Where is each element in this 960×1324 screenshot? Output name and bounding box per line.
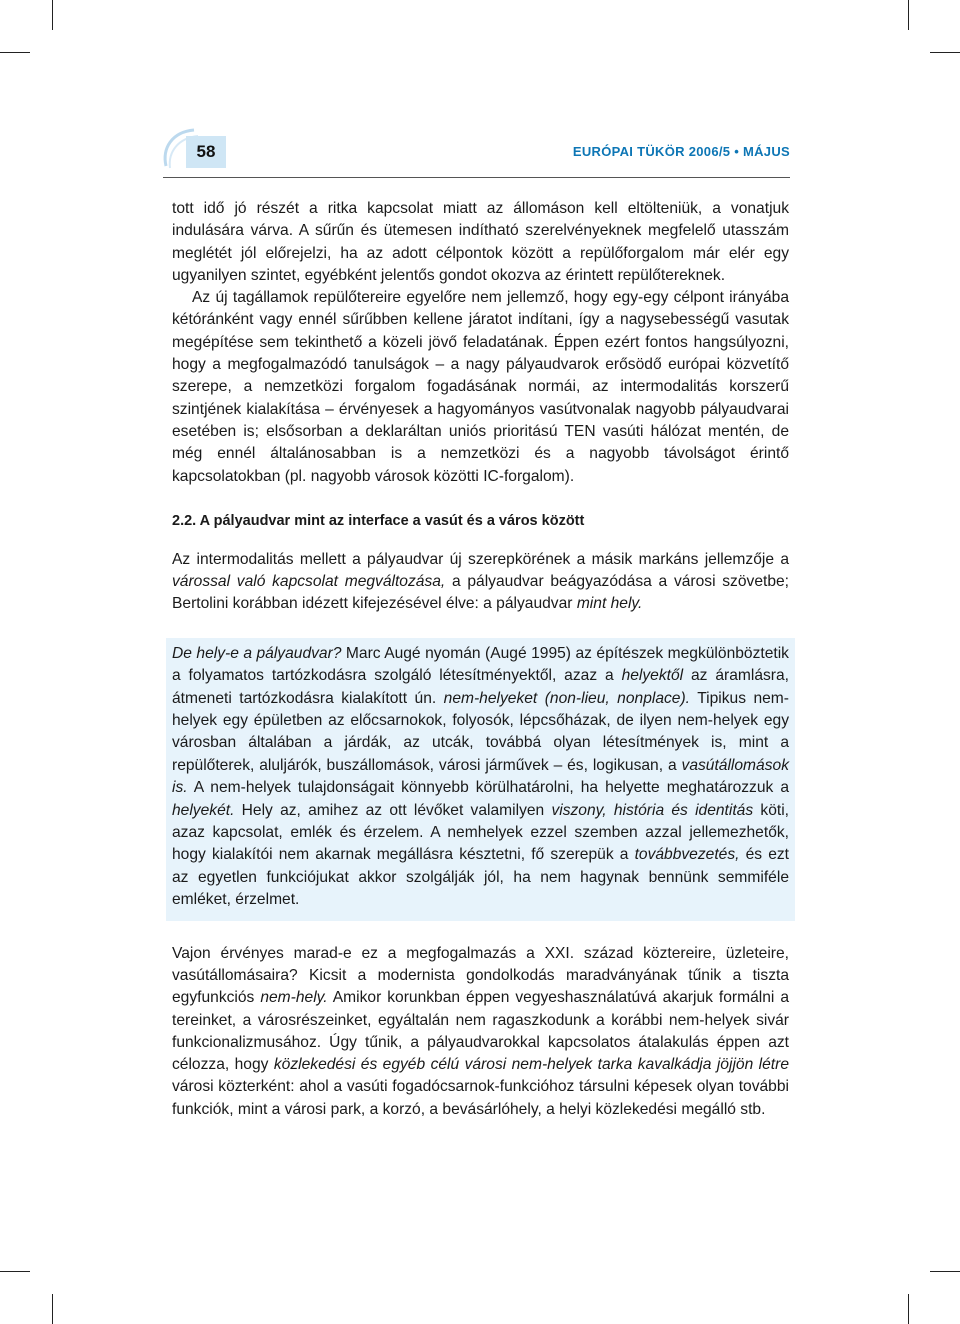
crop-mark (930, 52, 960, 53)
box-paragraph: De hely-e a pályaudvar? Marc Augé nyomán (Augé 1995) az építészek megkülönböztetik a folyamatos tartózkodásra szolgáló létesítményektől, azaz a helyektől az áramlásra, átmeneti tartózkodásra kialakított ún. nem-helyeket (non-lieu, nonplace). Tipikus nem-helyek egy épületben az előcsarnokok, folyosók, lépcsőházak, de ilyen nem-helyek egy városban általában a járdák, az utcák, továbbá olyan létesítmények is, mint a repülőterek, aluljárók, buszállomások, városi járművek – és, logikusan, a vasútállomások is. A nem-helyek tulajdonságait könnyebb körülhatárolni, ha helyette meghatározzuk a helyekét. Hely az, amihez az ott lévőket valamilyen viszony, história és identitás köti, azaz kapcsolat, emlék és érzelem. A nemhelyek ezzel szemben azzal jellemezhetők, hogy kialakítói nem akarnak megállásra késztetni, fő szerepük a továbbvezetés, és ezt az egyetlen funkciójukat akkor szolgálják jól, ha nem hagynak bennünk semmiféle emléket, érzelmet. (172, 644, 790, 909)
paragraph: Az új tagállamok repülőtereire egyelőre nem jellemző, hogy egy-egy célpont irányába kétóránként vagy ennél sűrűbben kellene járatot indítani, így a nagysebességű vasutak megépítése sem tekinthető a közeli jövő feladatának. Éppen ezért fontos hangsúlyozni, hogy a megfogalmazódó tanulságok – a nagy pályaudvarok erősödő európai közvetítő szerepe, a nemzetközi forgalom fogadásának normái, az intermodalitás korszerű szintjének kialakítása – érvényesek a hagyományos vasútvonalak nagyobb pályaudvarai esetében is; elsősorban a deklaráltan uniós prioritású TEN vasúti hálózat mentén, de még ennél általánosabban is a nemzetközi és a nagyobb távolságot érintő kapcsolatokban (pl. nagyobb városok közötti IC-forgalom). (172, 289, 789, 485)
crop-mark (930, 1271, 960, 1272)
crop-mark (0, 1271, 30, 1272)
crop-mark (0, 52, 30, 53)
header-rule (163, 177, 790, 178)
article-body (172, 198, 789, 1121)
page-header (160, 126, 790, 176)
page-number: 58 (186, 136, 226, 168)
highlight-box (166, 638, 795, 921)
journal-title: EURÓPAI TÜKÖR 2006/5 • MÁJUS (572, 144, 790, 159)
paragraph: Vajon érvényes marad-e ez a megfogalmazás a XXI. század köztereire, üzleteire, vasútállomásaira? Kicsit a modernista gondolkodás maradványának tűnik a tiszta egyfunkciós nem-hely. Amikor korunkban éppen vegyeshasználatúvá akarjuk formálni a tereinket, a városrészeinket, egyáltalán nem ragaszkodunk a korábbi nem-helyek sivár funkcionalizmusához. Úgy tűnik, a pályaudvarokkal kapcsolatos átalakulás éppen azt célozza, hogy közlekedési és egyéb célú városi nem-helyek tarka kavalkádja jöjjön létre városi közterként: ahol a vasúti fogadócsarnok-funkcióhoz társulni képesek olyan további funkciók, mint a városi park, a korzó, a bevásárlóhely, a helyi közlekedési megálló stb. (172, 944, 790, 1118)
crop-mark (52, 1294, 53, 1324)
paragraph: tott idő jó részét a ritka kapcsolat miatt az állomáson kell eltölteniük, a vonatjuk indulására várva. A sűrűn és ütemesen indítható szerelvényeknek megfelelő utasszám meglétét jól előrejelzi, ha az adott célpontok között a repülőforgalom már elér egy ugyanilyen szintet, egyébként jelentős gondot okozva az érintett repülőtereknek. (172, 200, 789, 284)
crop-mark (908, 0, 909, 30)
crop-mark (908, 1294, 909, 1324)
section-heading: 2.2. A pályaudvar mint az interface a vasút és a város között (172, 512, 585, 529)
paragraph: Az intermodalitás mellett a pályaudvar új szerepkörének a másik markáns jellemzője a várossal való kapcsolat megváltozása, a pályaudvar beágyazódása a városi szövetbe; Bertolini korábban idézett kifejezésével élve: a pályaudvar mint hely. (172, 550, 789, 613)
crop-mark (52, 0, 53, 30)
